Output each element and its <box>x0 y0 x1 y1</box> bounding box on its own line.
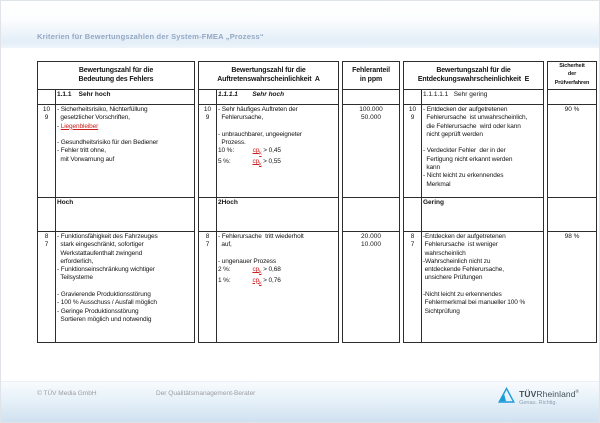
table-row <box>404 62 544 90</box>
occurrence-sub1-num-cell <box>199 90 217 105</box>
ppm-header: Fehleranteil in ppm <box>343 62 400 90</box>
table-row <box>38 90 195 105</box>
table-row <box>199 198 339 232</box>
table-row <box>199 90 339 105</box>
severity-criteria: - Funktionsfähigkeit des Fahrzeuges stark eingeschränkt, sofortiger Werkstattaufenthalt zwingend erforderlich, - Funktionseinschränkung wichtiger Teilsysteme - Gravierende Produktionsstörung - 100 % Ausschuss / Ausfall möglich - Geringe Produktionsstörung Sortieren möglich und notwendig <box>56 232 195 343</box>
publication-title: Der Qualitätsmanagement-Berater <box>156 390 256 397</box>
occurrence-sub2-label: 2Hoch <box>217 198 339 232</box>
brand-rest: Rheinland <box>536 388 576 399</box>
ppm-sub1-cell <box>343 90 400 105</box>
occurrence-criteria: - Fehlerursache tritt wiederholt auf, - ungenauer Prozess 2 %: $cp_k > 0,68$ 1 %: $cp_k > 0,76$ <box>217 232 339 343</box>
ppm-values: 20.000 10.000 <box>343 232 400 343</box>
page-footer-band <box>1 381 599 422</box>
copyright-text: © TÜV Media GmbH <box>37 390 97 397</box>
table-row <box>404 105 544 198</box>
severity-score: 10 9 <box>38 105 56 198</box>
detection-sub2-num-cell <box>404 198 422 232</box>
ppm-sub2-cell <box>343 198 400 232</box>
table-row <box>199 232 339 343</box>
occurrence-sub1-label: 1.1.1.1 Sehr hoch <box>217 90 339 105</box>
table-row <box>343 105 400 198</box>
table-row <box>343 232 400 343</box>
table-row <box>38 105 195 198</box>
detection-score: 8 7 <box>404 232 422 343</box>
table-row <box>404 198 544 232</box>
severity-criteria: - Sicherheitsrisiko, Nichterfüllung gesetzlicher Vorschriften, - Liegenbleiber - Gesundheitsrisiko für den Bediener - Fehler tritt ohne, mit Vorwarnung auf <box>56 105 195 198</box>
table-occurrence <box>198 61 339 343</box>
brand-tagline: Genau. Richtig. <box>519 399 557 406</box>
ppm-values: 100.000 50.000 <box>343 105 400 198</box>
table-ppm <box>342 61 400 343</box>
test-certainty-sub2-cell <box>548 198 597 232</box>
detection-header: Bewertungszahl für die Entdeckungswahrscheinlichkeit E <box>404 62 544 90</box>
severity-score: 8 7 <box>38 232 56 343</box>
page-title: Kriterien für Bewertungszahlen der System-FMEA „Prozess“ <box>37 32 264 41</box>
table-row <box>38 232 195 343</box>
test-certainty-value: 90 % <box>548 105 597 198</box>
severity-sub1-label: 1.1.1 Sehr hoch <box>56 90 195 105</box>
detection-score: 10 9 <box>404 105 422 198</box>
tuv-triangle-icon <box>498 387 515 409</box>
occurrence-sub2-num-cell <box>199 198 217 232</box>
table-severity <box>37 61 195 343</box>
table-detection <box>403 61 544 343</box>
detection-sub2-label: Gering <box>422 198 544 232</box>
detection-sub1-num-cell <box>404 90 422 105</box>
table-row <box>548 232 597 343</box>
table-row <box>343 62 400 90</box>
occurrence-score: 10 9 <box>199 105 217 198</box>
test-certainty-sub1-cell <box>548 90 597 105</box>
test-certainty-header: Sicherheit der Prüfverfahren <box>548 62 597 90</box>
fmea-criteria-table <box>37 61 597 343</box>
brand-name <box>519 387 579 399</box>
table-row <box>404 232 544 343</box>
table-row <box>199 105 339 198</box>
table-row <box>404 90 544 105</box>
occurrence-score: 8 7 <box>199 232 217 343</box>
brand-bold: TÜV <box>519 388 537 399</box>
registered-mark: ® <box>575 389 579 394</box>
page-header-band <box>1 1 599 48</box>
logo-wordmark <box>519 387 579 408</box>
severity-header: Bewertungszahl für die Bedeutung des Fehlers <box>38 62 195 90</box>
detection-criteria: -Entdecken der aufgetretenen Fehlerursache ist weniger wahrscheinlich -Wahrscheinlich nicht zu entdeckende Fehlerursache, unsichere Prüfungen -Nicht leicht zu erkennendes Fehlermerkmal bei manueller 100 % Sichtprüfung <box>422 232 544 343</box>
tuv-rheinland-logo <box>498 387 579 409</box>
occurrence-criteria: - Sehr häufiges Auftreten der Fehlerursache, - unbrauchbarer, ungeeigneter Prozess. 10 %: $cp_k > 0,45$ 5 %: $cp_k > 0,55$ <box>217 105 339 198</box>
table-row <box>343 198 400 232</box>
table-row <box>548 62 597 90</box>
severity-sub1-num-cell <box>38 90 56 105</box>
occurrence-header: Bewertungszahl für die Auftretenswahrscheinlichkeit A <box>199 62 339 90</box>
severity-sub2-label: Hoch <box>56 198 195 232</box>
table-row <box>548 90 597 105</box>
test-certainty-value: 98 % <box>548 232 597 343</box>
severity-sub2-num-cell <box>38 198 56 232</box>
table-row <box>548 105 597 198</box>
table-row <box>199 62 339 90</box>
table-test-certainty <box>547 61 597 343</box>
table-row <box>38 198 195 232</box>
detection-sub1-label: 1.1.1.1.1 Sehr gering <box>422 90 544 105</box>
table-row <box>343 90 400 105</box>
table-row <box>38 62 195 90</box>
table-row <box>548 198 597 232</box>
detection-criteria: - Entdecken der aufgetretenen Fehlerursache ist unwahrscheinlich, die Fehlerursache wird oder kann nicht geprüft werden - Verdeckter Fehler der in der Fertigung nicht erkannt werden kann - Nicht leicht zu erkennendes Merkmal <box>422 105 544 198</box>
